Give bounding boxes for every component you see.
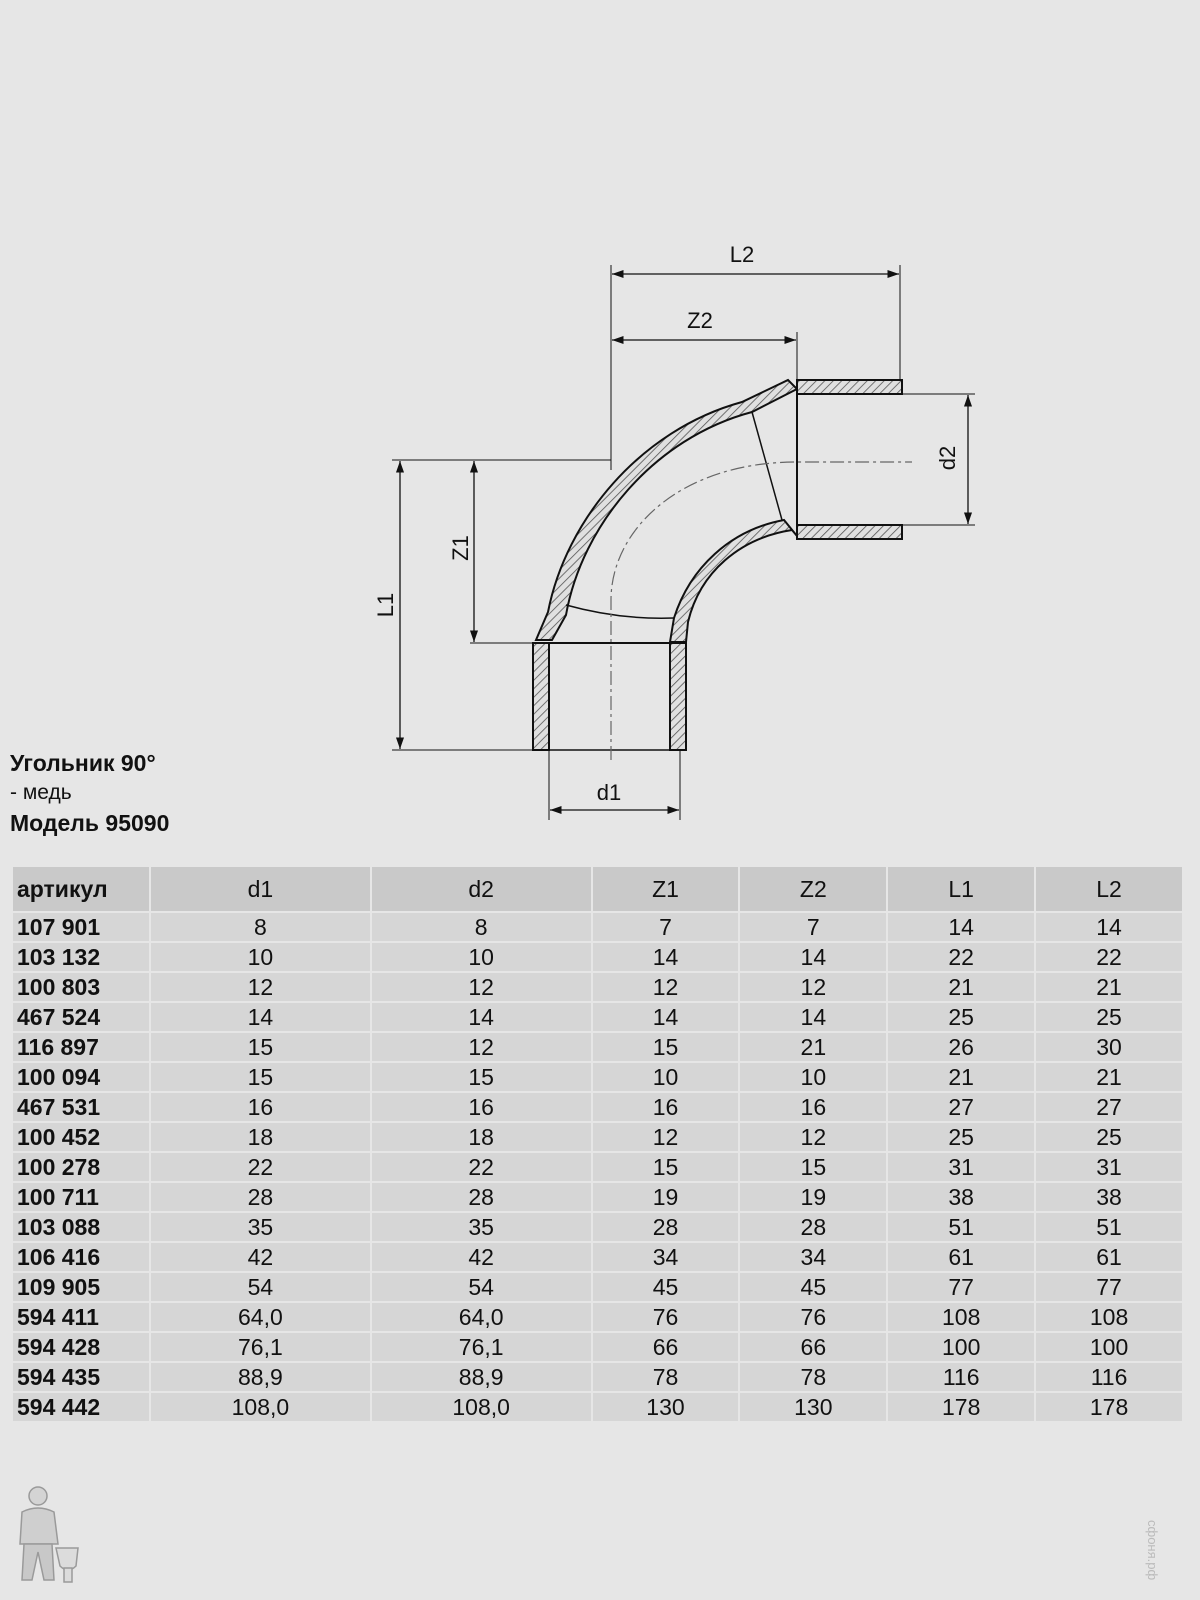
- table-row: [13, 1153, 1182, 1183]
- cell-z1: 66: [593, 1333, 739, 1363]
- label-d2: d2: [935, 445, 960, 471]
- cell-d1: 12: [151, 973, 370, 1003]
- header-d2: d2: [372, 867, 591, 913]
- cell-article: 103 088: [13, 1213, 149, 1243]
- cell-z1: 15: [593, 1033, 739, 1063]
- cell-d2: 108,0: [372, 1393, 591, 1423]
- cell-l1: 21: [888, 973, 1034, 1003]
- socket-bottom-left-wall: [533, 643, 549, 750]
- cell-article: 100 094: [13, 1063, 149, 1093]
- cell-d2: 12: [372, 973, 591, 1003]
- cell-z2: 45: [740, 1273, 886, 1303]
- cell-d2: 16: [372, 1093, 591, 1123]
- cell-z2: 12: [740, 1123, 886, 1153]
- cell-article: 467 524: [13, 1003, 149, 1033]
- table-row: [13, 1393, 1182, 1423]
- cell-d2: 28: [372, 1183, 591, 1213]
- cell-article: 594 428: [13, 1333, 149, 1363]
- cell-z2: 16: [740, 1093, 886, 1123]
- cell-l2: 14: [1036, 913, 1182, 943]
- cell-z1: 28: [593, 1213, 739, 1243]
- cell-l2: 38: [1036, 1183, 1182, 1213]
- cell-article: 594 442: [13, 1393, 149, 1423]
- cell-d2: 10: [372, 943, 591, 973]
- cell-z1: 7: [593, 913, 739, 943]
- table-row: [13, 1063, 1182, 1093]
- cell-article: 103 132: [13, 943, 149, 973]
- table-row: [13, 1093, 1182, 1123]
- cell-d1: 15: [151, 1063, 370, 1093]
- header-article: артикул: [13, 867, 149, 913]
- cell-d1: 76,1: [151, 1333, 370, 1363]
- label-d1: d1: [596, 780, 622, 805]
- table-header-row: [13, 867, 1182, 913]
- cell-l2: 100: [1036, 1333, 1182, 1363]
- cell-l2: 116: [1036, 1363, 1182, 1393]
- table-row: [13, 1303, 1182, 1333]
- cell-l2: 22: [1036, 943, 1182, 973]
- table-row: [13, 1123, 1182, 1153]
- cell-d1: 8: [151, 913, 370, 943]
- cell-z2: 78: [740, 1363, 886, 1393]
- cell-z2: 14: [740, 1003, 886, 1033]
- cell-l2: 178: [1036, 1393, 1182, 1423]
- cell-l2: 31: [1036, 1153, 1182, 1183]
- cell-article: 109 905: [13, 1273, 149, 1303]
- header-l1: L1: [888, 867, 1034, 913]
- cell-l1: 26: [888, 1033, 1034, 1063]
- cell-d2: 76,1: [372, 1333, 591, 1363]
- table-row: [13, 913, 1182, 943]
- cell-article: 594 411: [13, 1303, 149, 1333]
- cell-article: 467 531: [13, 1093, 149, 1123]
- cell-l1: 25: [888, 1003, 1034, 1033]
- center-line: [611, 462, 912, 760]
- cell-z2: 14: [740, 943, 886, 973]
- cell-l1: 22: [888, 943, 1034, 973]
- header-z1: Z1: [593, 867, 739, 913]
- header-d1: d1: [151, 867, 370, 913]
- cell-d2: 35: [372, 1213, 591, 1243]
- cell-d1: 28: [151, 1183, 370, 1213]
- table-row: [13, 1033, 1182, 1063]
- cell-z2: 12: [740, 973, 886, 1003]
- table-row: [13, 1243, 1182, 1273]
- cell-d1: 22: [151, 1153, 370, 1183]
- cell-z2: 15: [740, 1153, 886, 1183]
- table-row: [13, 1273, 1182, 1303]
- cell-d1: 108,0: [151, 1393, 370, 1423]
- cell-d2: 54: [372, 1273, 591, 1303]
- cell-z2: 130: [740, 1393, 886, 1423]
- cell-z1: 12: [593, 973, 739, 1003]
- cell-z1: 16: [593, 1093, 739, 1123]
- cell-d2: 15: [372, 1063, 591, 1093]
- cell-d2: 42: [372, 1243, 591, 1273]
- cell-l1: 14: [888, 913, 1034, 943]
- cell-d2: 18: [372, 1123, 591, 1153]
- table-row: [13, 1333, 1182, 1363]
- cell-z1: 12: [593, 1123, 739, 1153]
- cell-z2: 66: [740, 1333, 886, 1363]
- table-row: [13, 943, 1182, 973]
- product-caption: [10, 748, 169, 838]
- table-row: [13, 1213, 1182, 1243]
- cell-article: 100 711: [13, 1183, 149, 1213]
- cell-l1: 27: [888, 1093, 1034, 1123]
- label-l1: L1: [373, 592, 398, 618]
- cell-l2: 25: [1036, 1123, 1182, 1153]
- header-z2: Z2: [740, 867, 886, 913]
- cell-l1: 178: [888, 1393, 1034, 1423]
- cell-d1: 54: [151, 1273, 370, 1303]
- cell-l1: 100: [888, 1333, 1034, 1363]
- cell-article: 106 416: [13, 1243, 149, 1273]
- cell-z1: 10: [593, 1063, 739, 1093]
- cell-article: 100 278: [13, 1153, 149, 1183]
- elbow-outer-wall: [536, 380, 797, 640]
- cell-z2: 34: [740, 1243, 886, 1273]
- product-model: Модель 95090: [10, 810, 170, 836]
- cell-d1: 18: [151, 1123, 370, 1153]
- cell-d1: 15: [151, 1033, 370, 1063]
- cell-l1: 21: [888, 1063, 1034, 1093]
- cell-d1: 42: [151, 1243, 370, 1273]
- cell-l2: 30: [1036, 1033, 1182, 1063]
- cell-d1: 16: [151, 1093, 370, 1123]
- cell-z2: 10: [740, 1063, 886, 1093]
- cell-l2: 21: [1036, 1063, 1182, 1093]
- cell-z1: 14: [593, 1003, 739, 1033]
- socket-bottom-right-wall: [670, 643, 686, 750]
- cell-z2: 76: [740, 1303, 886, 1333]
- cell-d2: 8: [372, 913, 591, 943]
- cell-d2: 22: [372, 1153, 591, 1183]
- label-l2: L2: [729, 242, 755, 267]
- cell-z1: 78: [593, 1363, 739, 1393]
- cell-l2: 108: [1036, 1303, 1182, 1333]
- cell-z2: 19: [740, 1183, 886, 1213]
- cell-z1: 14: [593, 943, 739, 973]
- cell-l1: 38: [888, 1183, 1034, 1213]
- cell-z1: 15: [593, 1153, 739, 1183]
- plumber-logo-icon: [8, 1482, 82, 1592]
- cell-l1: 61: [888, 1243, 1034, 1273]
- cell-article: 116 897: [13, 1033, 149, 1063]
- cell-article: 100 452: [13, 1123, 149, 1153]
- cell-l1: 51: [888, 1213, 1034, 1243]
- cell-z1: 130: [593, 1393, 739, 1423]
- cell-z2: 7: [740, 913, 886, 943]
- specification-table: [11, 867, 1184, 1423]
- cell-z1: 19: [593, 1183, 739, 1213]
- cell-l2: 77: [1036, 1273, 1182, 1303]
- cell-z1: 45: [593, 1273, 739, 1303]
- cell-d2: 64,0: [372, 1303, 591, 1333]
- table-body: [13, 913, 1182, 1423]
- cell-l1: 116: [888, 1363, 1034, 1393]
- label-z1: Z1: [448, 535, 473, 561]
- cell-article: 107 901: [13, 913, 149, 943]
- cell-d1: 35: [151, 1213, 370, 1243]
- cell-article: 100 803: [13, 973, 149, 1003]
- socket-right-top-wall: [797, 380, 902, 394]
- cell-z1: 34: [593, 1243, 739, 1273]
- cell-d1: 10: [151, 943, 370, 973]
- cell-d2: 12: [372, 1033, 591, 1063]
- cell-z2: 21: [740, 1033, 886, 1063]
- cell-z1: 76: [593, 1303, 739, 1333]
- product-material: - медь: [10, 781, 72, 804]
- watermark: сфоня.рф: [1145, 1520, 1160, 1581]
- cell-d1: 88,9: [151, 1363, 370, 1393]
- product-title: Угольник 90°: [10, 750, 156, 776]
- cell-article: 594 435: [13, 1363, 149, 1393]
- socket-right-bottom-wall: [797, 525, 902, 539]
- label-z2: Z2: [687, 308, 713, 333]
- cell-l2: 25: [1036, 1003, 1182, 1033]
- transition-line-bottom: [566, 605, 674, 618]
- transition-line-right: [752, 412, 782, 520]
- cell-l2: 27: [1036, 1093, 1182, 1123]
- cell-z2: 28: [740, 1213, 886, 1243]
- elbow-inner-wall: [670, 520, 797, 642]
- cell-d2: 14: [372, 1003, 591, 1033]
- table-row: [13, 973, 1182, 1003]
- cell-d1: 64,0: [151, 1303, 370, 1333]
- table-row: [13, 1003, 1182, 1033]
- cell-d2: 88,9: [372, 1363, 591, 1393]
- table-row: [13, 1183, 1182, 1213]
- cell-l1: 77: [888, 1273, 1034, 1303]
- cell-l2: 61: [1036, 1243, 1182, 1273]
- cell-l1: 25: [888, 1123, 1034, 1153]
- header-l2: L2: [1036, 867, 1182, 913]
- cell-d1: 14: [151, 1003, 370, 1033]
- cell-l1: 31: [888, 1153, 1034, 1183]
- cell-l2: 21: [1036, 973, 1182, 1003]
- table-row: [13, 1363, 1182, 1393]
- cell-l2: 51: [1036, 1213, 1182, 1243]
- cell-l1: 108: [888, 1303, 1034, 1333]
